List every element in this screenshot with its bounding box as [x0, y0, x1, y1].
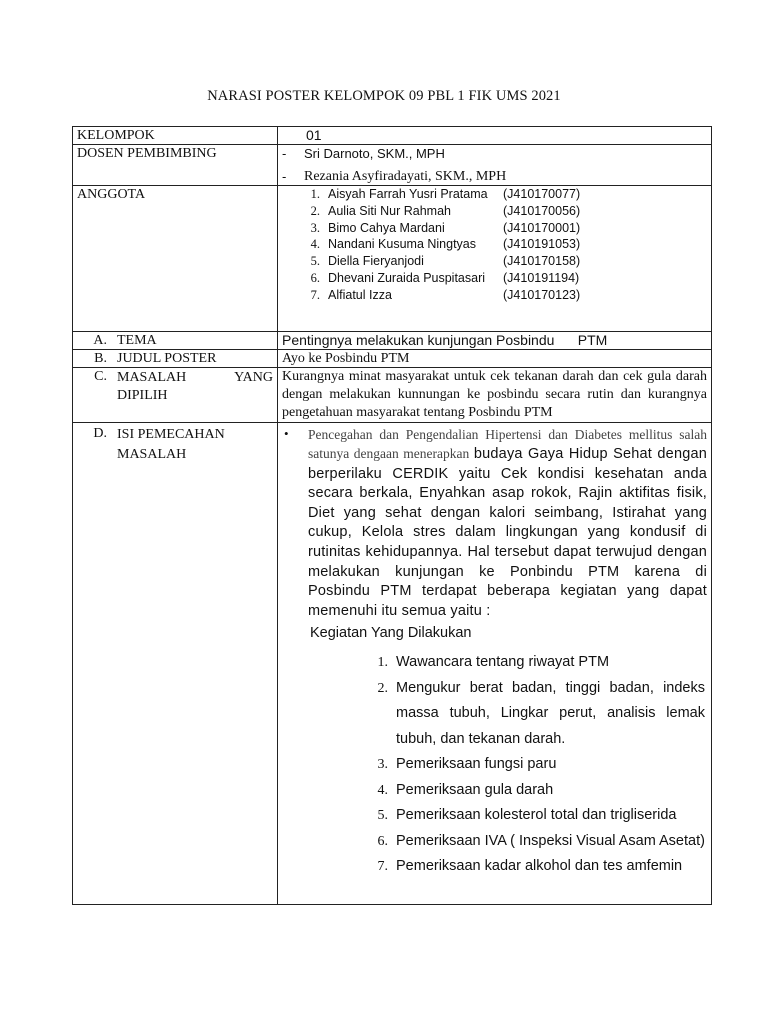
document-title: NARASI POSTER KELOMPOK 09 PBL 1 FIK UMS 2021 [207, 88, 561, 104]
bullet-icon: • [284, 426, 289, 441]
masalah-row [73, 368, 712, 423]
judul-row [73, 350, 712, 368]
judul-value: Ayo ke Posbindu PTM [278, 350, 712, 368]
member-list [282, 186, 707, 304]
judul-label-cell: B. JUDUL POSTER [73, 350, 278, 368]
dosen-name: Sri Darnoto, SKM., MPH [304, 146, 445, 161]
kelompok-row [73, 127, 712, 145]
activities-heading: Kegiatan Yang Dilakukan [310, 625, 472, 642]
activity-item: 2. Mengukur berat badan, tinggi badan, indeks massa tubuh, Lingkar perut, analisis lemak tubuh, dan tekanan darah. [377, 679, 705, 747]
member-item: 7. Alfiatul Izza (J410170123) [310, 287, 581, 302]
activity-item: 3. Pemeriksaan fungsi paru [377, 756, 557, 773]
dosen-name: Rezania Asyfiradayati, SKM., MPH [304, 169, 507, 184]
dosen-list [278, 145, 712, 186]
isi-content [278, 423, 712, 905]
anggota-label: ANGGOTA [73, 186, 278, 332]
solution-text-intro: Pencegahan dan Pengendalian Hipertensi dan Diabetes mellitus salah satunya dengaan menerapkan [308, 427, 707, 461]
masalah-label-cell: C. MASALAH YANG DIPILIH [73, 368, 278, 423]
dosen-item: - Rezania Asyfiradayati, SKM., MPH [282, 169, 507, 184]
kelompok-label: KELOMPOK [73, 127, 278, 145]
tema-value: Pentingnya melakukan kunjungan Posbindu PTM [278, 332, 712, 350]
activity-item: 5. Pemeriksaan kolesterol total dan trigliserida [377, 807, 677, 824]
activity-item: 1. Wawancara tentang riwayat PTM [377, 654, 610, 671]
dosen-item: - Sri Darnoto, SKM., MPH [282, 146, 445, 161]
member-item: 4. Nandani Kusuma Ningtyas (J410191053) [310, 237, 581, 252]
dosen-label: DOSEN PEMBIMBING [73, 145, 278, 186]
member-item: 6. Dhevani Zuraida Puspitasari (J410191194) [310, 270, 580, 285]
tema-row [73, 332, 712, 350]
tema-label-cell: A. TEMA [73, 332, 278, 350]
tema-label: TEMA [117, 333, 157, 348]
masalah-label: MASALAH YANG DIPILIH [117, 370, 273, 403]
judul-label: JUDUL POSTER [117, 351, 217, 366]
activity-item: 6. Pemeriksaan IVA ( Inspeksi Visual Asam Asetat) [377, 832, 705, 849]
solution-text-body: budaya Gaya Hidup Sehat dengan berperilaku CERDIK yaitu Cek kondisi kesehatan anda secara berkala, Enyahkan asap rokok, Rajin aktifitas fisik, Diet yang sehat dengan kalori seimbang, Istirahat yang cukup, Kelola stres dalam lingkungan yang kondusif di rutinitas kehidupannya. Hal tersebut dapat terwujud dengan melakukan kunjungan ke Ponbindu PTM karena di Posbindu PTM terdapat beberapa kegiatan yang dapat memenuhi itu semua yaitu : [308, 446, 707, 619]
member-item: 3. Bimo Cahya Mardani (J410170001) [310, 220, 581, 235]
poster-narrative-table [72, 126, 712, 905]
member-item: 2. Aulia Siti Nur Rahmah (J410170056) [310, 203, 581, 218]
isi-label: ISI PEMECAHAN MASALAH [117, 427, 225, 462]
anggota-row [73, 186, 712, 332]
isi-label-cell: D. ISI PEMECAHAN MASALAH [73, 423, 278, 905]
member-item: 1. Aisyah Farrah Yusri Pratama (J410170077) [310, 187, 581, 201]
member-item: 5. Diella Fieryanjodi (J410170158) [310, 254, 581, 269]
kelompok-value: 01 [278, 127, 712, 145]
solution-paragraph [282, 425, 707, 621]
anggota-cell [278, 186, 712, 332]
activity-item: 4. Pemeriksaan gula darah [377, 781, 554, 798]
dosen-row [73, 145, 712, 186]
masalah-value: Kurangnya minat masyarakat untuk cek tekanan darah dan cek gula darah dengan melakukan kunnungan ke posbindu secara rutin dan kurangnya pengetahuan masyarakat tentang Posbindu PTM [278, 368, 712, 423]
isi-row [73, 423, 712, 905]
activity-item: 7. Pemeriksaan kadar alkohol dan tes amfemin [377, 858, 683, 875]
activity-list [282, 650, 707, 880]
